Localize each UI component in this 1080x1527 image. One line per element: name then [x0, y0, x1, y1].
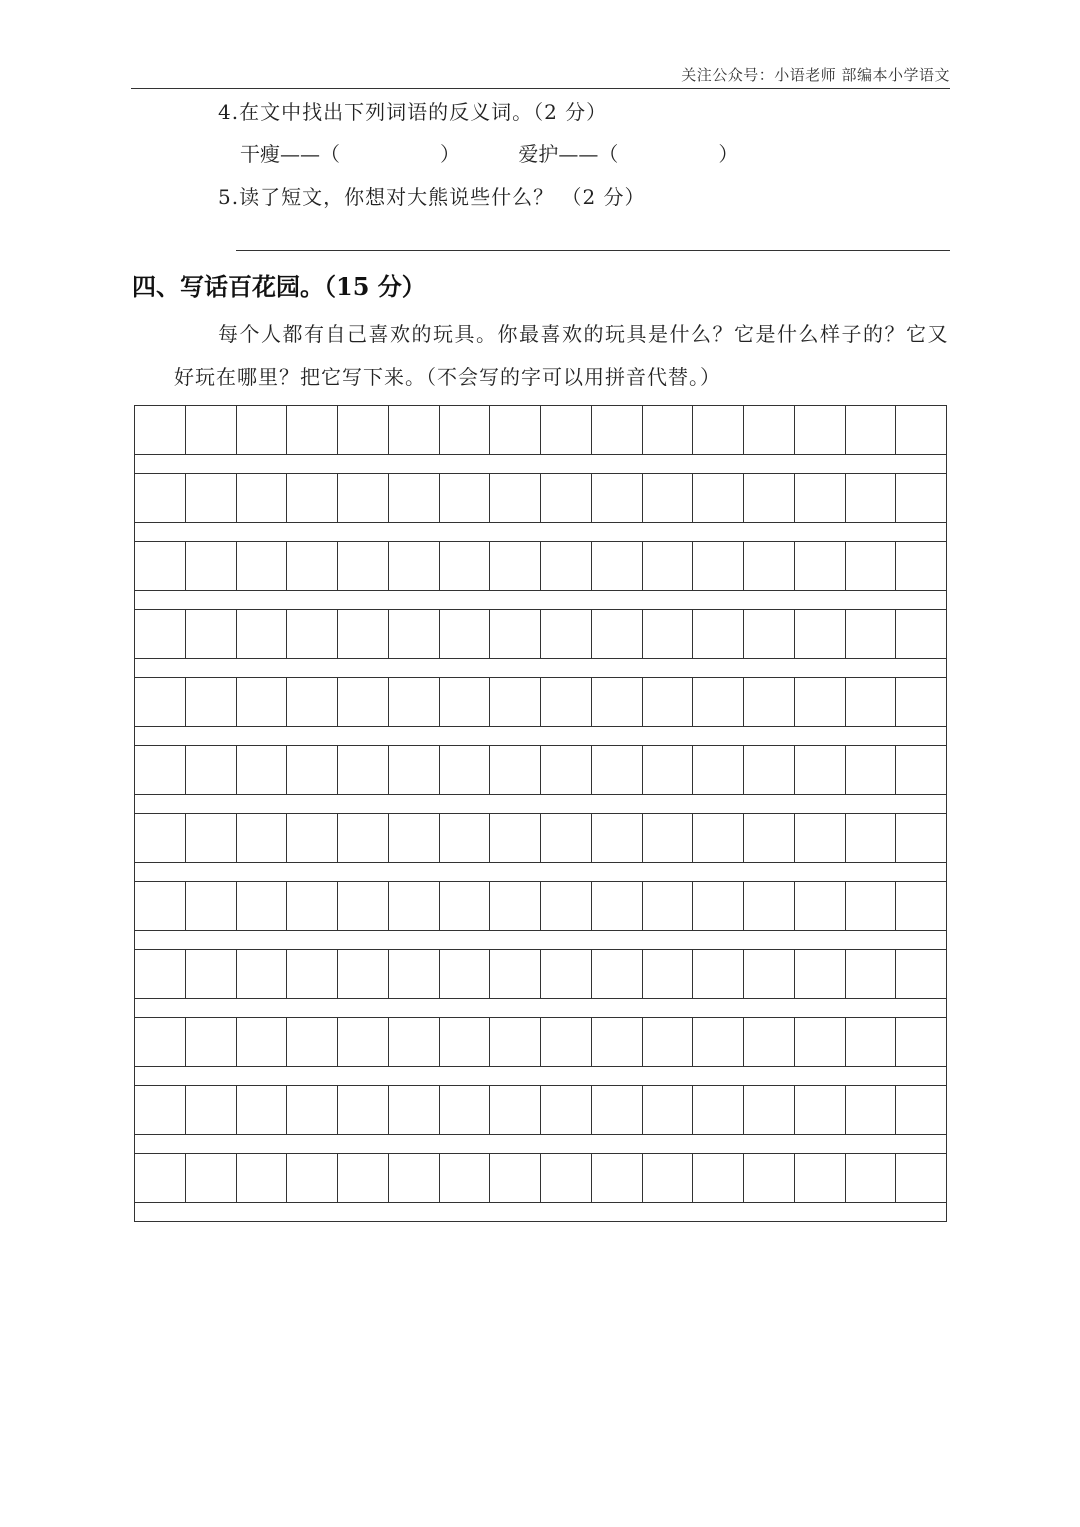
grid-cell[interactable]	[135, 746, 186, 794]
grid-cells	[135, 406, 946, 455]
grid-row	[135, 882, 946, 950]
grid-row	[135, 1154, 946, 1222]
grid-cell[interactable]	[237, 678, 288, 726]
grid-cell[interactable]	[592, 1086, 643, 1134]
grid-cell[interactable]	[338, 474, 389, 522]
grid-cell[interactable]	[693, 610, 744, 658]
grid-cell[interactable]	[592, 678, 643, 726]
grid-cell[interactable]	[541, 474, 592, 522]
grid-cell[interactable]	[846, 882, 897, 930]
grid-cell[interactable]	[592, 814, 643, 862]
grid-cell[interactable]	[693, 474, 744, 522]
grid-cell[interactable]	[338, 814, 389, 862]
grid-cell[interactable]	[490, 542, 541, 590]
grid-cell[interactable]	[389, 1086, 440, 1134]
grid-cell[interactable]	[186, 1018, 237, 1066]
grid-row	[135, 814, 946, 882]
grid-cell[interactable]	[389, 882, 440, 930]
grid-cell[interactable]	[896, 882, 946, 930]
grid-cell[interactable]	[744, 678, 795, 726]
grid-cell[interactable]	[389, 474, 440, 522]
grid-cell[interactable]	[287, 746, 338, 794]
question-5: 5.读了短文，你想对大熊说些什么？ （2 分）	[218, 185, 646, 209]
grid-cell[interactable]	[237, 542, 288, 590]
grid-cell[interactable]	[237, 814, 288, 862]
grid-cells	[135, 542, 946, 591]
grid-cell[interactable]	[186, 746, 237, 794]
grid-cell[interactable]	[237, 406, 288, 454]
grid-cell[interactable]	[643, 882, 694, 930]
grid-cell[interactable]	[643, 406, 694, 454]
grid-cell[interactable]	[592, 1154, 643, 1202]
grid-cell[interactable]	[795, 406, 846, 454]
grid-cell[interactable]	[643, 1086, 694, 1134]
grid-cell[interactable]	[440, 610, 491, 658]
grid-cell[interactable]	[693, 542, 744, 590]
grid-cell[interactable]	[490, 406, 541, 454]
antonym-item-1	[240, 142, 460, 166]
grid-cells	[135, 678, 946, 727]
grid-cell[interactable]	[287, 474, 338, 522]
grid-cell[interactable]	[592, 610, 643, 658]
grid-cell[interactable]	[287, 406, 338, 454]
grid-row	[135, 678, 946, 746]
grid-cell[interactable]	[744, 814, 795, 862]
grid-cell[interactable]	[795, 882, 846, 930]
grid-cell[interactable]	[186, 678, 237, 726]
antonym-word-1: 干瘦——（	[240, 142, 340, 166]
grid-cell[interactable]	[389, 406, 440, 454]
grid-cell[interactable]	[338, 1154, 389, 1202]
grid-cell[interactable]	[490, 474, 541, 522]
grid-cell[interactable]	[237, 1018, 288, 1066]
grid-cell[interactable]	[440, 746, 491, 794]
header-rule	[131, 88, 950, 89]
grid-cell[interactable]	[338, 610, 389, 658]
grid-row	[135, 1086, 946, 1154]
grid-cell[interactable]	[135, 610, 186, 658]
grid-cell[interactable]	[338, 542, 389, 590]
grid-cell[interactable]	[541, 746, 592, 794]
grid-cell[interactable]	[744, 406, 795, 454]
grid-cell[interactable]	[440, 406, 491, 454]
grid-cell[interactable]	[440, 814, 491, 862]
grid-cell[interactable]	[744, 1086, 795, 1134]
grid-cell[interactable]	[693, 1018, 744, 1066]
grid-cell[interactable]	[338, 746, 389, 794]
writing-prompt-line-2: 好玩在哪里？把它写下来。（不会写的字可以用拼音代替。）	[174, 365, 721, 389]
grid-cell[interactable]	[490, 610, 541, 658]
grid-cell[interactable]	[592, 950, 643, 998]
grid-cell[interactable]	[643, 1018, 694, 1066]
antonym-word-2: 爱护——（	[518, 142, 619, 166]
grid-cell[interactable]	[541, 610, 592, 658]
grid-cell[interactable]	[846, 950, 897, 998]
grid-cell[interactable]	[643, 542, 694, 590]
grid-cell[interactable]	[541, 814, 592, 862]
grid-cell[interactable]	[643, 746, 694, 794]
grid-cells	[135, 1018, 946, 1067]
grid-cell[interactable]	[846, 814, 897, 862]
grid-cell[interactable]	[338, 1086, 389, 1134]
grid-cell[interactable]	[186, 1154, 237, 1202]
header-text: 关注公众号：小语老师 部编本小学语文	[681, 66, 950, 84]
grid-cell[interactable]	[541, 1086, 592, 1134]
grid-cell[interactable]	[744, 1018, 795, 1066]
grid-cell[interactable]	[896, 474, 946, 522]
grid-cell[interactable]	[744, 882, 795, 930]
grid-cell[interactable]	[846, 406, 897, 454]
grid-cell[interactable]	[896, 746, 946, 794]
antonym-close-2: ）	[718, 142, 739, 166]
grid-cell[interactable]	[592, 474, 643, 522]
grid-cell[interactable]	[135, 678, 186, 726]
grid-cell[interactable]	[338, 882, 389, 930]
grid-cell[interactable]	[186, 474, 237, 522]
grid-row	[135, 542, 946, 610]
grid-cell[interactable]	[795, 1154, 846, 1202]
grid-cell[interactable]	[389, 678, 440, 726]
grid-cell[interactable]	[287, 1018, 338, 1066]
grid-cell[interactable]	[795, 1086, 846, 1134]
grid-cell[interactable]	[490, 746, 541, 794]
grid-cell[interactable]	[744, 610, 795, 658]
grid-cell[interactable]	[135, 814, 186, 862]
grid-cells	[135, 474, 946, 523]
grid-cell[interactable]	[440, 474, 491, 522]
grid-cell[interactable]	[490, 814, 541, 862]
grid-cell[interactable]	[135, 882, 186, 930]
grid-cell[interactable]	[338, 406, 389, 454]
writing-prompt-line-1: 每个人都有自己喜欢的玩具。你最喜欢的玩具是什么？它是什么样子的？它又	[218, 322, 949, 346]
grid-cells	[135, 950, 946, 999]
grid-cell[interactable]	[287, 814, 338, 862]
grid-cell[interactable]	[643, 950, 694, 998]
grid-cell[interactable]	[693, 746, 744, 794]
grid-cell[interactable]	[592, 1018, 643, 1066]
grid-cell[interactable]	[693, 678, 744, 726]
grid-cell[interactable]	[541, 678, 592, 726]
grid-cell[interactable]	[389, 610, 440, 658]
grid-cell[interactable]	[135, 474, 186, 522]
grid-cell[interactable]	[490, 1154, 541, 1202]
grid-cell[interactable]	[338, 950, 389, 998]
grid-cell[interactable]	[643, 474, 694, 522]
grid-cell[interactable]	[693, 1154, 744, 1202]
grid-cell[interactable]	[541, 542, 592, 590]
grid-cell[interactable]	[186, 950, 237, 998]
question-4: 4.在文中找出下列词语的反义词。（2 分）	[218, 100, 608, 124]
grid-cell[interactable]	[896, 678, 946, 726]
grid-row	[135, 406, 946, 474]
grid-cell[interactable]	[693, 1086, 744, 1134]
grid-cell[interactable]	[693, 406, 744, 454]
grid-cell[interactable]	[440, 1086, 491, 1134]
grid-cell[interactable]	[592, 746, 643, 794]
grid-cell[interactable]	[693, 882, 744, 930]
grid-cell[interactable]	[846, 1154, 897, 1202]
grid-cell[interactable]	[389, 950, 440, 998]
grid-cell[interactable]	[135, 406, 186, 454]
grid-cell[interactable]	[186, 1086, 237, 1134]
grid-cell[interactable]	[693, 950, 744, 998]
grid-cell[interactable]	[186, 610, 237, 658]
grid-cell[interactable]	[389, 746, 440, 794]
grid-cell[interactable]	[643, 814, 694, 862]
grid-cell[interactable]	[287, 1086, 338, 1134]
grid-cell[interactable]	[744, 950, 795, 998]
antonym-close-1: ）	[440, 142, 460, 166]
grid-cell[interactable]	[795, 950, 846, 998]
grid-cell[interactable]	[389, 1154, 440, 1202]
grid-cell[interactable]	[541, 882, 592, 930]
grid-cell[interactable]	[846, 746, 897, 794]
grid-cell[interactable]	[541, 950, 592, 998]
grid-cell[interactable]	[541, 1154, 592, 1202]
grid-cell[interactable]	[440, 1154, 491, 1202]
grid-cell[interactable]	[896, 1154, 946, 1202]
grid-cell[interactable]	[896, 814, 946, 862]
grid-cell[interactable]	[896, 950, 946, 998]
grid-cell[interactable]	[237, 746, 288, 794]
grid-cell[interactable]	[490, 950, 541, 998]
grid-cell[interactable]	[186, 814, 237, 862]
grid-cell[interactable]	[643, 678, 694, 726]
grid-cell[interactable]	[440, 678, 491, 726]
grid-cell[interactable]	[490, 678, 541, 726]
grid-cell[interactable]	[135, 950, 186, 998]
grid-cell[interactable]	[237, 610, 288, 658]
grid-cell[interactable]	[237, 950, 288, 998]
grid-cell[interactable]	[795, 474, 846, 522]
grid-cell[interactable]	[440, 1018, 491, 1066]
grid-cell[interactable]	[237, 474, 288, 522]
grid-cell[interactable]	[896, 610, 946, 658]
grid-cell[interactable]	[744, 474, 795, 522]
grid-cell[interactable]	[795, 542, 846, 590]
grid-cell[interactable]	[490, 1018, 541, 1066]
grid-cell[interactable]	[389, 814, 440, 862]
grid-cell[interactable]	[186, 542, 237, 590]
grid-cell[interactable]	[541, 1018, 592, 1066]
grid-cell[interactable]	[896, 406, 946, 454]
grid-cells	[135, 746, 946, 795]
grid-cell[interactable]	[846, 1086, 897, 1134]
grid-cell[interactable]	[135, 1154, 186, 1202]
grid-cell[interactable]	[186, 882, 237, 930]
grid-cell[interactable]	[440, 542, 491, 590]
grid-cell[interactable]	[795, 1018, 846, 1066]
grid-cell[interactable]	[237, 1154, 288, 1202]
grid-cell[interactable]	[135, 1086, 186, 1134]
grid-cell[interactable]	[896, 1018, 946, 1066]
grid-cell[interactable]	[186, 406, 237, 454]
grid-cell[interactable]	[389, 542, 440, 590]
grid-cell[interactable]	[744, 542, 795, 590]
grid-cell[interactable]	[237, 882, 288, 930]
grid-cell[interactable]	[135, 1018, 186, 1066]
grid-row	[135, 746, 946, 814]
grid-cells	[135, 610, 946, 659]
section-4-title: 四、写话百花园。（15 分）	[132, 272, 426, 301]
grid-cell[interactable]	[592, 406, 643, 454]
grid-cell[interactable]	[287, 678, 338, 726]
grid-cell[interactable]	[541, 406, 592, 454]
question-4-items	[240, 142, 738, 166]
grid-cell[interactable]	[846, 1018, 897, 1066]
grid-cell[interactable]	[846, 474, 897, 522]
grid-cells	[135, 882, 946, 931]
grid-cell[interactable]	[592, 882, 643, 930]
antonym-item-2	[518, 142, 738, 166]
grid-cell[interactable]	[693, 814, 744, 862]
grid-row	[135, 610, 946, 678]
grid-cell[interactable]	[643, 610, 694, 658]
grid-cell[interactable]	[287, 610, 338, 658]
grid-cell[interactable]	[287, 1154, 338, 1202]
grid-row	[135, 950, 946, 1018]
grid-cell[interactable]	[490, 1086, 541, 1134]
grid-cell[interactable]	[846, 610, 897, 658]
grid-cell[interactable]	[490, 882, 541, 930]
grid-cell[interactable]	[795, 678, 846, 726]
writing-grid[interactable]	[134, 405, 947, 1222]
grid-cell[interactable]	[287, 542, 338, 590]
grid-cells	[135, 814, 946, 863]
grid-cell[interactable]	[389, 1018, 440, 1066]
grid-cell[interactable]	[744, 746, 795, 794]
grid-row	[135, 1018, 946, 1086]
grid-cell[interactable]	[744, 1154, 795, 1202]
grid-cell[interactable]	[135, 542, 186, 590]
grid-cell[interactable]	[795, 746, 846, 794]
grid-cell[interactable]	[592, 542, 643, 590]
grid-cell[interactable]	[846, 542, 897, 590]
grid-cell[interactable]	[237, 1086, 288, 1134]
grid-cell[interactable]	[896, 1086, 946, 1134]
grid-cell[interactable]	[643, 1154, 694, 1202]
grid-cell[interactable]	[846, 678, 897, 726]
grid-cells	[135, 1086, 946, 1135]
grid-cell[interactable]	[287, 882, 338, 930]
grid-cell[interactable]	[338, 1018, 389, 1066]
grid-cell[interactable]	[440, 950, 491, 998]
grid-cell[interactable]	[896, 542, 946, 590]
grid-cell[interactable]	[440, 882, 491, 930]
grid-cell[interactable]	[287, 950, 338, 998]
grid-cell[interactable]	[338, 678, 389, 726]
grid-cells	[135, 1154, 946, 1203]
grid-cell[interactable]	[795, 814, 846, 862]
grid-cell[interactable]	[795, 610, 846, 658]
answer-line[interactable]	[236, 250, 950, 251]
grid-row	[135, 474, 946, 542]
